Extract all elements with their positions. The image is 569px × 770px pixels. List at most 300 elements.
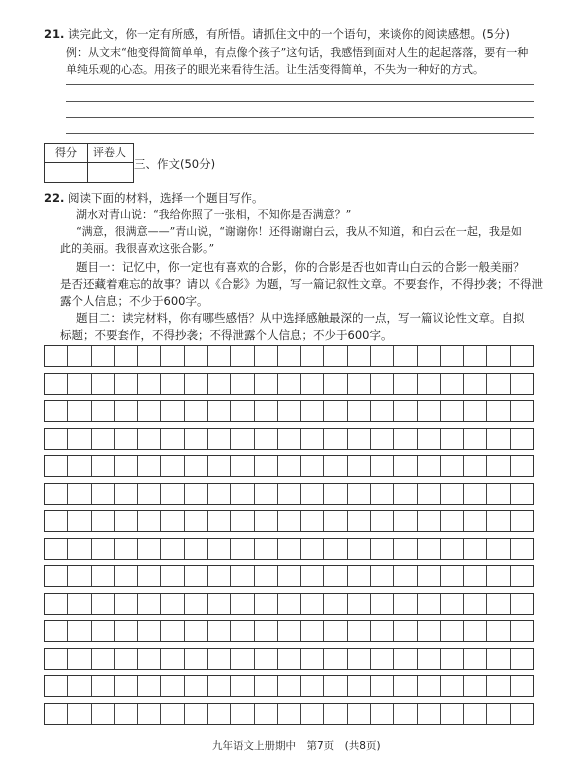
grid-cell[interactable] [115, 511, 138, 531]
grid-row[interactable] [44, 565, 534, 587]
grid-cell[interactable] [464, 346, 487, 366]
grid-cell[interactable] [487, 484, 510, 504]
grid-cell[interactable] [45, 621, 68, 641]
grid-cell[interactable] [115, 539, 138, 559]
grid-cell[interactable] [487, 676, 510, 696]
grid-cell[interactable] [115, 401, 138, 421]
grid-cell[interactable] [394, 484, 417, 504]
grid-cell[interactable] [371, 456, 394, 476]
grid-cell[interactable] [348, 621, 371, 641]
grid-cell[interactable] [348, 566, 371, 586]
grid-cell[interactable] [464, 621, 487, 641]
grid-cell[interactable] [301, 704, 324, 724]
grid-cell[interactable] [278, 346, 301, 366]
grid-cell[interactable] [138, 621, 161, 641]
grid-cell[interactable] [487, 704, 510, 724]
grid-cell[interactable] [324, 566, 347, 586]
grid-cell[interactable] [255, 704, 278, 724]
grid-cell[interactable] [348, 676, 371, 696]
grid-cell[interactable] [231, 704, 254, 724]
grid-cell[interactable] [45, 649, 68, 669]
grid-cell[interactable] [348, 374, 371, 394]
grid-cell[interactable] [511, 621, 533, 641]
grid-cell[interactable] [208, 539, 231, 559]
grid-cell[interactable] [68, 511, 91, 531]
grid-cell[interactable] [348, 539, 371, 559]
grid-cell[interactable] [208, 401, 231, 421]
grid-cell[interactable] [185, 649, 208, 669]
grid-cell[interactable] [301, 346, 324, 366]
grid-cell[interactable] [161, 621, 184, 641]
answer-line[interactable] [66, 101, 534, 102]
grid-cell[interactable] [348, 649, 371, 669]
grid-cell[interactable] [418, 594, 441, 614]
grid-cell[interactable] [185, 429, 208, 449]
grid-row[interactable] [44, 373, 534, 395]
grid-cell[interactable] [348, 484, 371, 504]
grid-row[interactable] [44, 428, 534, 450]
grid-cell[interactable] [115, 566, 138, 586]
grid-cell[interactable] [138, 511, 161, 531]
grid-cell[interactable] [255, 649, 278, 669]
grid-cell[interactable] [371, 676, 394, 696]
grid-cell[interactable] [138, 484, 161, 504]
grid-cell[interactable] [115, 346, 138, 366]
grid-cell[interactable] [394, 704, 417, 724]
grid-cell[interactable] [441, 346, 464, 366]
grid-cell[interactable] [487, 374, 510, 394]
grid-cell[interactable] [371, 594, 394, 614]
grid-cell[interactable] [45, 401, 68, 421]
grid-cell[interactable] [441, 649, 464, 669]
grid-cell[interactable] [511, 594, 533, 614]
grid-cell[interactable] [487, 429, 510, 449]
grid-cell[interactable] [418, 566, 441, 586]
grid-cell[interactable] [324, 346, 347, 366]
grid-cell[interactable] [185, 346, 208, 366]
grid-cell[interactable] [324, 539, 347, 559]
grid-cell[interactable] [348, 401, 371, 421]
grid-cell[interactable] [255, 539, 278, 559]
grid-cell[interactable] [301, 649, 324, 669]
grid-cell[interactable] [115, 621, 138, 641]
grid-cell[interactable] [487, 456, 510, 476]
grid-cell[interactable] [371, 621, 394, 641]
grid-cell[interactable] [68, 374, 91, 394]
grid-cell[interactable] [68, 484, 91, 504]
grid-cell[interactable] [231, 539, 254, 559]
grid-cell[interactable] [115, 704, 138, 724]
grid-cell[interactable] [418, 649, 441, 669]
grid-cell[interactable] [185, 374, 208, 394]
grid-cell[interactable] [441, 539, 464, 559]
grid-row[interactable] [44, 675, 534, 697]
grid-cell[interactable] [441, 594, 464, 614]
grid-cell[interactable] [208, 484, 231, 504]
grid-cell[interactable] [301, 676, 324, 696]
grid-cell[interactable] [278, 676, 301, 696]
grid-cell[interactable] [92, 456, 115, 476]
grid-cell[interactable] [324, 676, 347, 696]
grid-cell[interactable] [371, 484, 394, 504]
grid-cell[interactable] [441, 566, 464, 586]
grid-cell[interactable] [394, 649, 417, 669]
grid-cell[interactable] [464, 374, 487, 394]
grid-cell[interactable] [208, 566, 231, 586]
grid-cell[interactable] [487, 539, 510, 559]
grid-cell[interactable] [441, 374, 464, 394]
grid-cell[interactable] [511, 374, 533, 394]
grid-cell[interactable] [185, 566, 208, 586]
grid-cell[interactable] [255, 566, 278, 586]
grid-cell[interactable] [464, 594, 487, 614]
grid-cell[interactable] [324, 374, 347, 394]
grid-cell[interactable] [231, 484, 254, 504]
grid-cell[interactable] [161, 594, 184, 614]
grid-cell[interactable] [208, 704, 231, 724]
grid-cell[interactable] [371, 511, 394, 531]
grid-cell[interactable] [324, 456, 347, 476]
grid-cell[interactable] [255, 511, 278, 531]
grid-cell[interactable] [487, 594, 510, 614]
grid-cell[interactable] [231, 429, 254, 449]
grid-cell[interactable] [208, 374, 231, 394]
grid-cell[interactable] [185, 456, 208, 476]
grid-cell[interactable] [208, 511, 231, 531]
grid-row[interactable] [44, 703, 534, 725]
grid-cell[interactable] [161, 704, 184, 724]
grid-cell[interactable] [231, 649, 254, 669]
grid-cell[interactable] [185, 676, 208, 696]
grid-cell[interactable] [418, 511, 441, 531]
grid-cell[interactable] [45, 594, 68, 614]
grid-cell[interactable] [255, 429, 278, 449]
grid-cell[interactable] [138, 649, 161, 669]
grid-cell[interactable] [278, 456, 301, 476]
grid-cell[interactable] [92, 566, 115, 586]
grid-cell[interactable] [418, 374, 441, 394]
grid-cell[interactable] [278, 594, 301, 614]
grid-cell[interactable] [161, 676, 184, 696]
grid-cell[interactable] [115, 676, 138, 696]
grid-cell[interactable] [92, 704, 115, 724]
grid-cell[interactable] [418, 346, 441, 366]
grid-cell[interactable] [161, 649, 184, 669]
grid-cell[interactable] [231, 621, 254, 641]
grid-cell[interactable] [278, 484, 301, 504]
grid-cell[interactable] [511, 511, 533, 531]
grid-cell[interactable] [255, 594, 278, 614]
grid-cell[interactable] [92, 401, 115, 421]
grid-cell[interactable] [45, 484, 68, 504]
grid-cell[interactable] [92, 649, 115, 669]
grid-cell[interactable] [208, 456, 231, 476]
grid-cell[interactable] [278, 429, 301, 449]
grid-cell[interactable] [68, 539, 91, 559]
grid-cell[interactable] [301, 429, 324, 449]
grid-row[interactable] [44, 538, 534, 560]
grid-cell[interactable] [441, 484, 464, 504]
grid-cell[interactable] [255, 401, 278, 421]
grid-cell[interactable] [464, 429, 487, 449]
grid-cell[interactable] [511, 676, 533, 696]
grid-cell[interactable] [441, 704, 464, 724]
grid-cell[interactable] [185, 594, 208, 614]
grid-cell[interactable] [464, 456, 487, 476]
grid-cell[interactable] [394, 594, 417, 614]
grid-cell[interactable] [278, 649, 301, 669]
grid-cell[interactable] [394, 621, 417, 641]
grid-cell[interactable] [371, 539, 394, 559]
grid-cell[interactable] [92, 429, 115, 449]
grid-cell[interactable] [231, 676, 254, 696]
grid-row[interactable] [44, 510, 534, 532]
grid-cell[interactable] [185, 539, 208, 559]
grid-cell[interactable] [208, 649, 231, 669]
grid-cell[interactable] [161, 374, 184, 394]
grid-cell[interactable] [255, 621, 278, 641]
grid-cell[interactable] [371, 401, 394, 421]
grid-cell[interactable] [464, 484, 487, 504]
grid-cell[interactable] [394, 566, 417, 586]
grid-cell[interactable] [138, 539, 161, 559]
grid-cell[interactable] [511, 566, 533, 586]
grid-cell[interactable] [115, 649, 138, 669]
grid-cell[interactable] [161, 456, 184, 476]
grid-cell[interactable] [68, 566, 91, 586]
grid-cell[interactable] [45, 704, 68, 724]
grid-cell[interactable] [348, 456, 371, 476]
grid-cell[interactable] [464, 704, 487, 724]
grid-row[interactable] [44, 455, 534, 477]
grid-cell[interactable] [278, 374, 301, 394]
grid-cell[interactable] [92, 346, 115, 366]
grid-cell[interactable] [92, 511, 115, 531]
grid-cell[interactable] [278, 539, 301, 559]
grid-cell[interactable] [394, 676, 417, 696]
grid-cell[interactable] [324, 649, 347, 669]
grid-cell[interactable] [255, 456, 278, 476]
answer-line[interactable] [66, 117, 534, 118]
grid-cell[interactable] [115, 429, 138, 449]
grid-cell[interactable] [45, 511, 68, 531]
grid-cell[interactable] [92, 594, 115, 614]
answer-line[interactable] [66, 133, 534, 134]
grid-cell[interactable] [324, 621, 347, 641]
grid-cell[interactable] [301, 539, 324, 559]
grid-cell[interactable] [208, 621, 231, 641]
grid-cell[interactable] [487, 511, 510, 531]
grid-cell[interactable] [418, 621, 441, 641]
grid-cell[interactable] [441, 621, 464, 641]
grid-cell[interactable] [371, 429, 394, 449]
grid-cell[interactable] [68, 346, 91, 366]
grid-cell[interactable] [464, 539, 487, 559]
grid-cell[interactable] [278, 511, 301, 531]
grid-cell[interactable] [464, 676, 487, 696]
grid-cell[interactable] [255, 346, 278, 366]
grid-cell[interactable] [371, 649, 394, 669]
grid-cell[interactable] [348, 429, 371, 449]
grid-cell[interactable] [45, 539, 68, 559]
grid-cell[interactable] [138, 566, 161, 586]
grid-cell[interactable] [301, 374, 324, 394]
grid-cell[interactable] [278, 401, 301, 421]
grid-cell[interactable] [185, 401, 208, 421]
grid-cell[interactable] [208, 429, 231, 449]
grid-cell[interactable] [418, 401, 441, 421]
grid-cell[interactable] [278, 704, 301, 724]
grid-cell[interactable] [92, 621, 115, 641]
grid-cell[interactable] [418, 539, 441, 559]
grid-cell[interactable] [185, 511, 208, 531]
grid-cell[interactable] [511, 649, 533, 669]
grid-cell[interactable] [255, 676, 278, 696]
grid-cell[interactable] [92, 539, 115, 559]
grid-cell[interactable] [115, 484, 138, 504]
grid-cell[interactable] [92, 374, 115, 394]
grid-cell[interactable] [278, 621, 301, 641]
grid-cell[interactable] [487, 401, 510, 421]
grid-cell[interactable] [231, 374, 254, 394]
grid-cell[interactable] [45, 374, 68, 394]
grid-cell[interactable] [68, 594, 91, 614]
grid-cell[interactable] [68, 649, 91, 669]
grid-cell[interactable] [45, 676, 68, 696]
grid-row[interactable] [44, 345, 534, 367]
grid-cell[interactable] [161, 401, 184, 421]
grid-cell[interactable] [511, 456, 533, 476]
grid-cell[interactable] [138, 374, 161, 394]
grid-cell[interactable] [68, 429, 91, 449]
grid-cell[interactable] [185, 484, 208, 504]
grid-cell[interactable] [371, 346, 394, 366]
grid-cell[interactable] [301, 456, 324, 476]
grid-cell[interactable] [68, 676, 91, 696]
grid-cell[interactable] [324, 401, 347, 421]
grid-cell[interactable] [45, 346, 68, 366]
grid-cell[interactable] [138, 704, 161, 724]
grid-cell[interactable] [138, 346, 161, 366]
grid-cell[interactable] [115, 374, 138, 394]
grid-cell[interactable] [301, 484, 324, 504]
grid-cell[interactable] [231, 594, 254, 614]
grid-cell[interactable] [161, 566, 184, 586]
grid-row[interactable] [44, 593, 534, 615]
grid-cell[interactable] [394, 401, 417, 421]
grid-cell[interactable] [231, 401, 254, 421]
grid-cell[interactable] [138, 676, 161, 696]
grid-cell[interactable] [441, 511, 464, 531]
grid-cell[interactable] [68, 401, 91, 421]
grid-cell[interactable] [138, 429, 161, 449]
grid-row[interactable] [44, 483, 534, 505]
grid-cell[interactable] [487, 566, 510, 586]
grid-cell[interactable] [138, 456, 161, 476]
grid-cell[interactable] [161, 346, 184, 366]
grid-cell[interactable] [394, 511, 417, 531]
grid-cell[interactable] [464, 511, 487, 531]
grid-cell[interactable] [348, 346, 371, 366]
grid-cell[interactable] [68, 621, 91, 641]
grid-cell[interactable] [464, 649, 487, 669]
grid-cell[interactable] [92, 676, 115, 696]
grid-cell[interactable] [68, 456, 91, 476]
grid-cell[interactable] [138, 401, 161, 421]
grid-cell[interactable] [231, 346, 254, 366]
grid-cell[interactable] [487, 346, 510, 366]
grid-cell[interactable] [371, 374, 394, 394]
grid-cell[interactable] [441, 456, 464, 476]
grid-cell[interactable] [115, 456, 138, 476]
answer-line[interactable] [66, 84, 534, 85]
grid-cell[interactable] [92, 484, 115, 504]
grid-cell[interactable] [231, 456, 254, 476]
grid-cell[interactable] [208, 594, 231, 614]
grid-cell[interactable] [301, 566, 324, 586]
grid-cell[interactable] [464, 566, 487, 586]
grid-cell[interactable] [464, 401, 487, 421]
grid-cell[interactable] [441, 429, 464, 449]
grid-cell[interactable] [324, 511, 347, 531]
grid-cell[interactable] [394, 374, 417, 394]
grid-cell[interactable] [511, 704, 533, 724]
grid-cell[interactable] [208, 346, 231, 366]
grid-cell[interactable] [371, 704, 394, 724]
grid-cell[interactable] [208, 676, 231, 696]
grid-cell[interactable] [418, 429, 441, 449]
grid-cell[interactable] [161, 539, 184, 559]
grid-cell[interactable] [115, 594, 138, 614]
grid-cell[interactable] [161, 511, 184, 531]
grid-cell[interactable] [301, 401, 324, 421]
grid-cell[interactable] [301, 594, 324, 614]
grid-cell[interactable] [45, 566, 68, 586]
grid-cell[interactable] [185, 621, 208, 641]
grid-cell[interactable] [255, 484, 278, 504]
grid-cell[interactable] [418, 704, 441, 724]
grid-cell[interactable] [138, 594, 161, 614]
grid-row[interactable] [44, 400, 534, 422]
grid-cell[interactable] [487, 649, 510, 669]
grid-cell[interactable] [324, 429, 347, 449]
grid-cell[interactable] [255, 374, 278, 394]
grid-cell[interactable] [511, 539, 533, 559]
grid-cell[interactable] [278, 566, 301, 586]
grid-cell[interactable] [68, 704, 91, 724]
grid-cell[interactable] [301, 511, 324, 531]
grid-cell[interactable] [511, 346, 533, 366]
grid-cell[interactable] [185, 704, 208, 724]
grid-cell[interactable] [231, 511, 254, 531]
grid-cell[interactable] [418, 676, 441, 696]
grid-cell[interactable] [301, 621, 324, 641]
grid-cell[interactable] [511, 401, 533, 421]
grid-row[interactable] [44, 648, 534, 670]
grid-cell[interactable] [324, 704, 347, 724]
grid-cell[interactable] [348, 594, 371, 614]
grid-row[interactable] [44, 620, 534, 642]
grid-cell[interactable] [348, 511, 371, 531]
grid-cell[interactable] [161, 484, 184, 504]
grid-cell[interactable] [441, 676, 464, 696]
grid-cell[interactable] [371, 566, 394, 586]
grid-cell[interactable] [441, 401, 464, 421]
grid-cell[interactable] [418, 456, 441, 476]
grid-cell[interactable] [394, 456, 417, 476]
grid-cell[interactable] [487, 621, 510, 641]
grid-cell[interactable] [45, 429, 68, 449]
